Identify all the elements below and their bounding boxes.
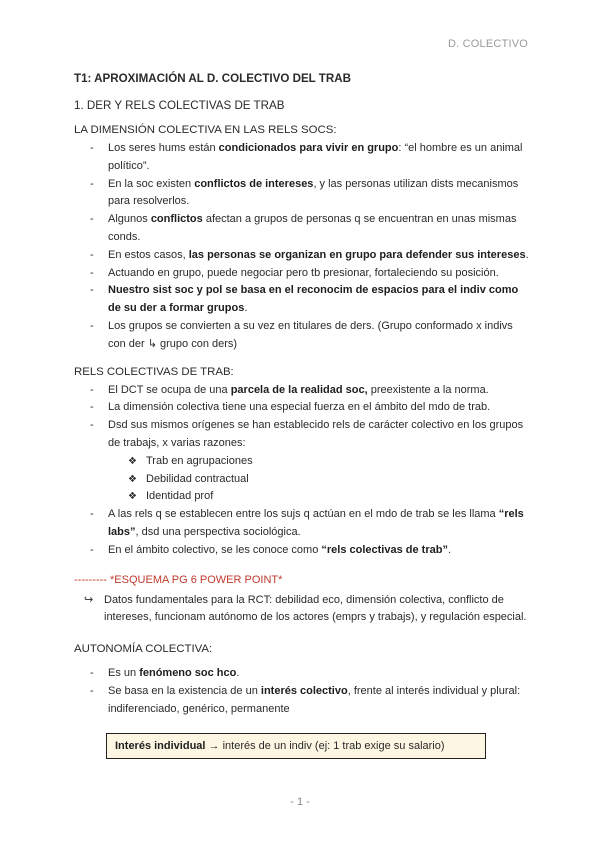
list-item: - En el ámbito colectivo, se les conoce como “rels colectivas de trab”. (74, 542, 530, 560)
page-title: T1: APROXIMACIÓN AL D. COLECTIVO DEL TRAB (74, 72, 351, 85)
section-heading-autonomia: AUTONOMÍA COLECTIVA: (74, 643, 213, 656)
running-header: D. COLECTIVO (447, 38, 528, 50)
sub-list-item: ❖ Debilidad contractual (74, 471, 530, 489)
bullet-list-rels (74, 382, 530, 453)
list-item: - En estos casos, las personas se organizan en grupo para defender sus intereses. (74, 247, 530, 265)
page-number: - 1 - (290, 796, 310, 808)
return-arrow-icon: ↪ (84, 593, 94, 606)
sub-list-item: ❖ Identidad prof (74, 488, 530, 506)
list-item: - A las rels q se establecen entre los sujs q actúan en el mdo de trab se les llama “rels labs”, dsd una perspectiva sociológica. (74, 506, 530, 542)
list-item: - Nuestro sist soc y pol se basa en el reconocim de espacios para el indiv como de su der a formar grupos. (74, 282, 530, 318)
list-item: - En la soc existen conflictos de intereses, y las personas utilizan dists mecanismos para resolverlos. (74, 176, 530, 212)
list-item: - Se basa en la existencia de un interés colectivo, frente al interés individual y plural: indiferenciado, genérico, permanente (74, 683, 530, 719)
bullet-list-dimension (74, 140, 530, 354)
section-heading-rels-colectivas: RELS COLECTIVAS DE TRAB: (74, 365, 234, 378)
section-subtitle: 1. DER Y RELS COLECTIVAS DE TRAB (74, 99, 285, 112)
schema-reference-note: --------- *ESQUEMA PG 6 POWER POINT* (74, 573, 283, 586)
list-item: - Los seres hums están condicionados para vivir en grupo: “el hombre es un animal político”. (74, 140, 530, 176)
page-content (74, 72, 530, 759)
list-item: - Algunos conflictos afectan a grupos de personas q se encuentran en unas mismas conds. (74, 211, 530, 247)
arrow-paragraph: ↪ Datos fundamentales para la RCT: debilidad eco, dimensión colectiva, conflicto de intereses, funcionam autónomo de los actores (emprs y trabajs), y regulación especial. (84, 593, 527, 624)
bullet-list-autonomia (74, 665, 530, 718)
bullet-list-rels-continued (74, 506, 530, 559)
list-item: - La dimensión colectiva tiene una especial fuerza en el ámbito del mdo de trab. (74, 399, 530, 417)
list-item: - El DCT se ocupa de una parcela de la realidad soc, preexistente a la norma. (74, 382, 530, 400)
sub-list-reasons (74, 453, 530, 506)
diamond-bullet-icon: ❖ (128, 491, 137, 503)
list-item: - Actuando en grupo, puede negociar pero tb presionar, fortaleciendo su posición. (74, 265, 530, 283)
list-item: - Dsd sus mismos orígenes se han establecido rels de carácter colectivo en los grupos de trabajs, x varias razones: (74, 417, 530, 453)
diamond-bullet-icon: ❖ (128, 473, 137, 485)
definition-box: Interés individual → interés de un indiv (ej: 1 trab exige su salario) (106, 733, 486, 759)
list-item: - Los grupos se convierten a su vez en titulares de ders. (Grupo conformado x indivs con der ↳ grupo con ders) (74, 318, 530, 354)
list-item: - Es un fenómeno soc hco. (74, 665, 530, 683)
sub-list-item: ❖ Trab en agrupaciones (74, 453, 530, 471)
diamond-bullet-icon: ❖ (128, 455, 137, 467)
section-heading-dimension: LA DIMENSIÓN COLECTIVA EN LAS RELS SOCS: (74, 124, 337, 136)
